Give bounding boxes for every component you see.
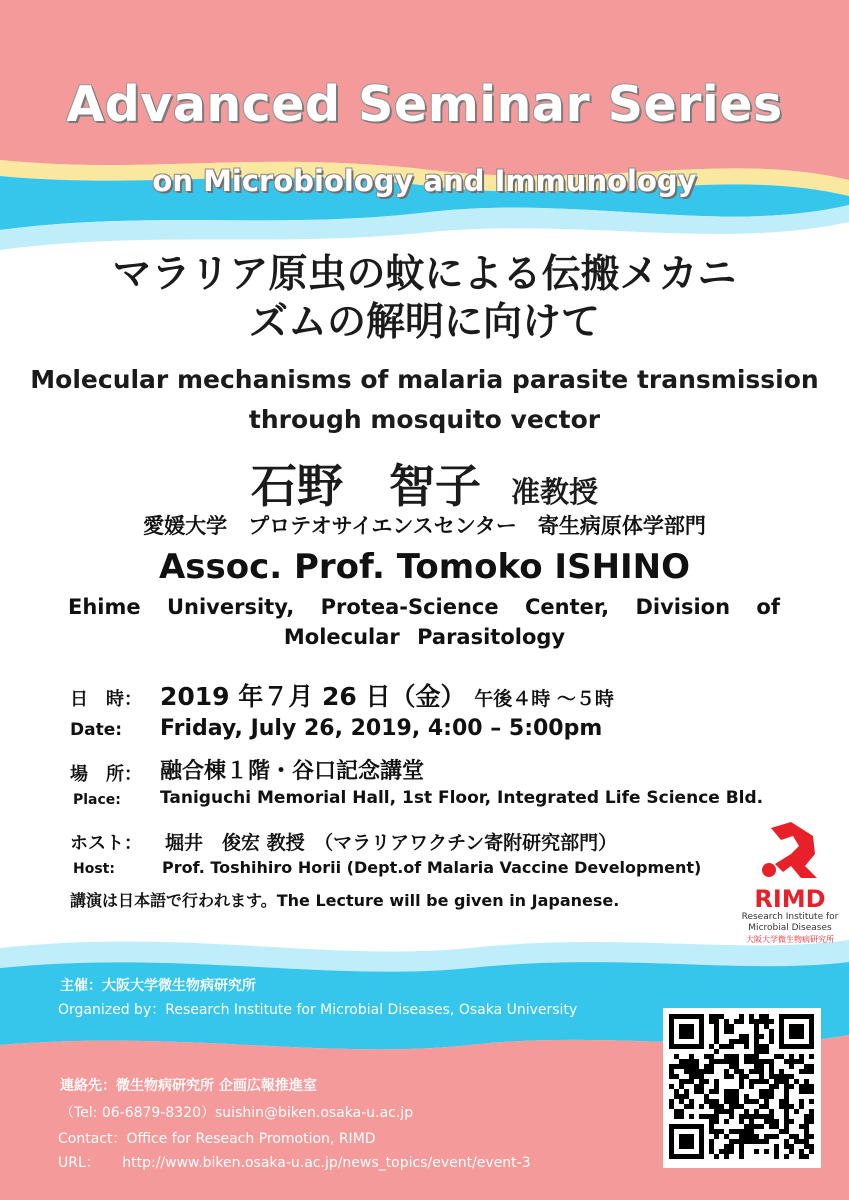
speaker-affiliation-en-line1: Ehime University, Protea-Science Center, Division of xyxy=(68,595,780,619)
rimd-logo-name-jp: 大阪大学微生物病研究所 xyxy=(746,935,834,944)
date-label-jp: 日 時： xyxy=(70,689,142,710)
rimd-logo-name-line1: Research Institute for xyxy=(741,912,839,922)
series-title: Advanced Seminar Series xyxy=(66,76,783,133)
speaker-rank-jp: 准教授 xyxy=(510,475,598,509)
speaker-name-jp-block xyxy=(0,450,849,516)
host-label-jp: ホスト： xyxy=(70,833,142,854)
place-label-jp: 場 所： xyxy=(70,764,142,785)
date-value-jp-block xyxy=(160,677,614,713)
qr-code-icon xyxy=(663,1008,821,1168)
series-subtitle: on Microbiology and Immunology xyxy=(152,164,697,198)
place-label-en: Place: xyxy=(73,792,121,808)
lecture-title-en-line1: Molecular mechanisms of malaria parasite transmission xyxy=(30,365,819,394)
organizer-jp: 主催：大阪大学微生物病研究所 xyxy=(60,978,256,994)
host-value-en: Prof. Toshihiro Horii (Dept.of Malaria Vaccine Development) xyxy=(162,858,702,877)
speaker-name-jp: 石野 智子 xyxy=(250,459,481,513)
lecture-title-en-line2: through mosquito vector xyxy=(248,405,601,434)
lecture-title-jp-line1: マラリア原虫の蚊による伝搬メカニ xyxy=(112,252,737,297)
place-value-en: Taniguchi Memorial Hall, 1st Floor, Integrated Life Science Bld. xyxy=(160,788,764,808)
qr-code-graphic xyxy=(663,1008,821,1168)
event-url-link[interactable]: http://www.biken.osaka-u.ac.jp/news_topics/event/event-3 xyxy=(122,1155,531,1171)
time-value-jp: 午後４時 ～５時 xyxy=(474,688,614,710)
rimd-logo-name-line2: Microbial Diseases xyxy=(748,923,832,933)
date-label-en: Date: xyxy=(70,720,123,740)
speaker-name-en: Assoc. Prof. Tomoko ISHINO xyxy=(158,547,691,587)
language-note: 講演は日本語で行われます。The Lecture will be given in Japanese. xyxy=(70,891,620,910)
url-line xyxy=(58,1152,531,1172)
organizer-en: Organized by：Research Institute for Microbial Diseases, Osaka University xyxy=(58,1002,578,1018)
lecture-title-jp-line2: ズムの解明に向けて xyxy=(248,300,600,345)
date-value-jp: 2019 年７月 26 日（金） xyxy=(160,682,466,711)
contact-tel: （Tel: 06-6879-8320）suishin@biken.osaka-u.ac.jp xyxy=(60,1105,414,1121)
place-value-jp: 融合棟１階・谷口記念講堂 xyxy=(160,759,425,784)
date-value-en: Friday, July 26, 2019, 4:00 – 5:00pm xyxy=(160,716,603,741)
rimd-logo xyxy=(735,820,845,950)
speaker-affiliation-jp: 愛媛大学 プロテオサイエンスセンター 寄生病原体学部門 xyxy=(143,514,706,538)
host-label-en: Host: xyxy=(73,861,115,877)
speaker-affiliation-en-line2: Molecular Parasitology xyxy=(283,625,566,649)
contact-en: Contact：Office for Reseach Promotion, RIMD xyxy=(58,1131,376,1147)
contact-jp: 連絡先：微生物病研究所 企画広報推進室 xyxy=(60,1078,317,1094)
host-value-jp: 堀井 俊宏 教授 （マラリアワクチン寄附研究部門） xyxy=(165,832,618,854)
rimd-logo-mark-icon xyxy=(735,820,845,882)
url-label: URL： xyxy=(58,1155,100,1171)
rimd-logo-acronym: RIMD xyxy=(754,885,826,913)
